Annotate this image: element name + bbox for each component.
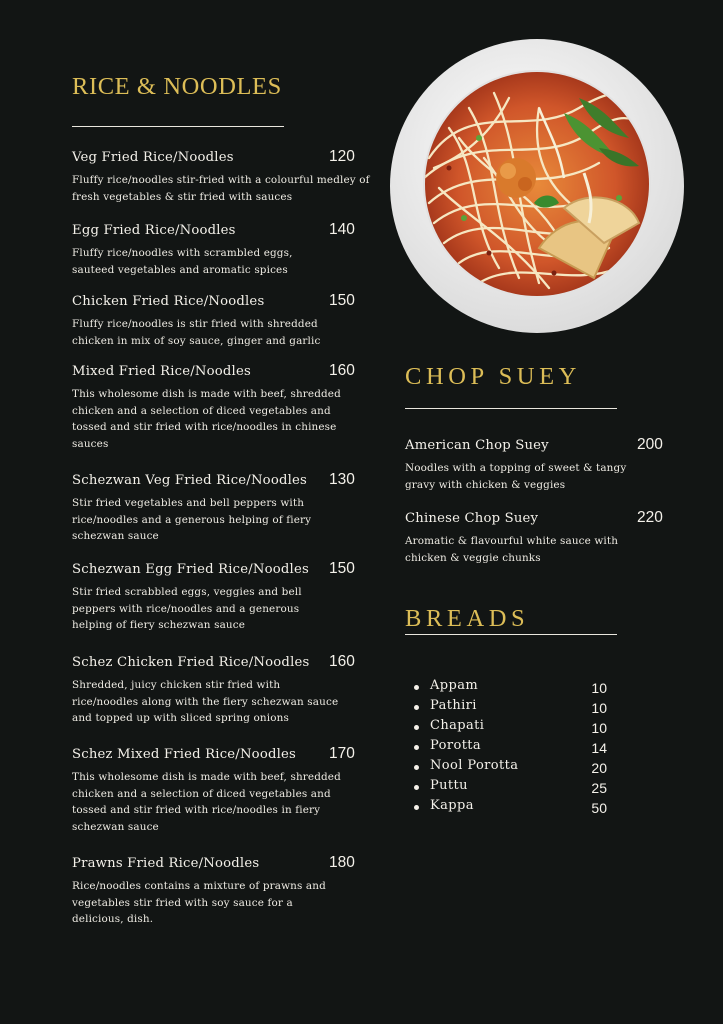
item-description: Fluffy rice/noodles is stir fried with shredded chicken in mix of soy sauce, ginger and garlic xyxy=(72,318,321,347)
item-name: Egg Fried Rice/Noodles xyxy=(72,223,236,238)
bread-name: Puttu xyxy=(430,778,468,793)
item-name: American Chop Suey xyxy=(405,438,549,453)
item-name: Schezwan Egg Fried Rice/Noodles xyxy=(72,562,309,577)
item-description: Stir fried scrabbled eggs, veggies and bell peppers with rice/noodles and a generous helping of fiery schezwan sauce xyxy=(72,586,302,632)
bread-name: Appam xyxy=(430,678,479,693)
noodle-bowl-image xyxy=(389,38,685,334)
item-price: 160 xyxy=(329,653,355,670)
bread-item-puttu xyxy=(414,778,614,798)
bread-name: Pathiri xyxy=(430,698,477,713)
item-price: 200 xyxy=(637,436,663,453)
item-description: This wholesome dish is made with beef, shredded chicken and a selection of diced vegetables and tossed and stir fried with rice/noodles in fiery schezwan sauce xyxy=(72,771,341,833)
bread-price: 10 xyxy=(591,700,607,716)
item-name: Veg Fried Rice/Noodles xyxy=(72,150,234,165)
bread-name: Nool Porotta xyxy=(430,758,519,773)
bread-name: Kappa xyxy=(430,798,474,813)
bread-item-pathiri xyxy=(414,698,614,718)
item-price: 150 xyxy=(329,560,355,577)
item-description: Stir fried vegetables and bell peppers with rice/noodles and a generous helping of fiery schezwan sauce xyxy=(72,497,312,543)
item-price: 170 xyxy=(329,745,355,762)
chop-suey-divider xyxy=(405,408,617,409)
item-description: Rice/noodles contains a mixture of prawns and vegetables stir fried with soy sauce for a delicious, dish. xyxy=(72,880,326,926)
bullet xyxy=(414,705,419,710)
item-name: Chinese Chop Suey xyxy=(405,511,539,526)
bread-price: 20 xyxy=(591,760,607,776)
bread-name: Chapati xyxy=(430,718,485,733)
item-name: Schez Chicken Fried Rice/Noodles xyxy=(72,655,310,670)
bread-item-appam xyxy=(414,678,614,698)
bullet xyxy=(414,765,419,770)
item-price: 130 xyxy=(329,471,355,488)
rice-noodles-divider xyxy=(72,126,284,127)
item-description: Shredded, juicy chicken stir fried with rice/noodles along with the fiery schezwan sauce and topped up with sliced spring onions xyxy=(72,679,339,725)
item-name: Schez Mixed Fried Rice/Noodles xyxy=(72,747,296,762)
item-name: Prawns Fried Rice/Noodles xyxy=(72,856,260,871)
item-price: 220 xyxy=(637,509,663,526)
bread-item-chapati xyxy=(414,718,614,738)
bread-price: 25 xyxy=(591,780,607,796)
bullet xyxy=(414,685,419,690)
bread-name: Porotta xyxy=(430,738,482,753)
bread-item-nool-porotta xyxy=(414,758,614,778)
breads-divider xyxy=(405,634,617,635)
item-price: 150 xyxy=(329,292,355,309)
bread-price: 10 xyxy=(591,680,607,696)
bullet xyxy=(414,745,419,750)
bread-price: 14 xyxy=(591,740,607,756)
bullet xyxy=(414,785,419,790)
item-name: Chicken Fried Rice/Noodles xyxy=(72,294,265,309)
item-name: Schezwan Veg Fried Rice/Noodles xyxy=(72,473,307,488)
bread-item-kappa xyxy=(414,798,614,818)
item-description: Noodles with a topping of sweet & tangy gravy with chicken & veggies xyxy=(405,462,627,491)
item-description: Fluffy rice/noodles with scrambled eggs, sauteed vegetables and aromatic spices xyxy=(72,247,293,276)
item-description: Fluffy rice/noodles stir-fried with a colourful medley of fresh vegetables & stir fried with sauces xyxy=(72,174,370,203)
bullet xyxy=(414,725,419,730)
item-name: Mixed Fried Rice/Noodles xyxy=(72,364,251,379)
breads-title: BREADS xyxy=(405,605,530,632)
item-price: 140 xyxy=(329,221,355,238)
bread-item-porotta xyxy=(414,738,614,758)
item-price: 160 xyxy=(329,362,355,379)
chop-suey-title: CHOP SUEY xyxy=(405,363,581,390)
item-description: Aromatic & flavourful white sauce with chicken & veggie chunks xyxy=(405,535,619,564)
bullet xyxy=(414,805,419,810)
bread-price: 10 xyxy=(591,720,607,736)
item-description: This wholesome dish is made with beef, shredded chicken and a selection of diced vegetables and tossed and stir fried with rice/noodles in chinese sauces xyxy=(72,388,341,450)
bread-price: 50 xyxy=(591,800,607,816)
item-price: 180 xyxy=(329,854,355,871)
rice-noodles-title: RICE & NOODLES xyxy=(72,73,282,100)
item-price: 120 xyxy=(329,148,355,165)
